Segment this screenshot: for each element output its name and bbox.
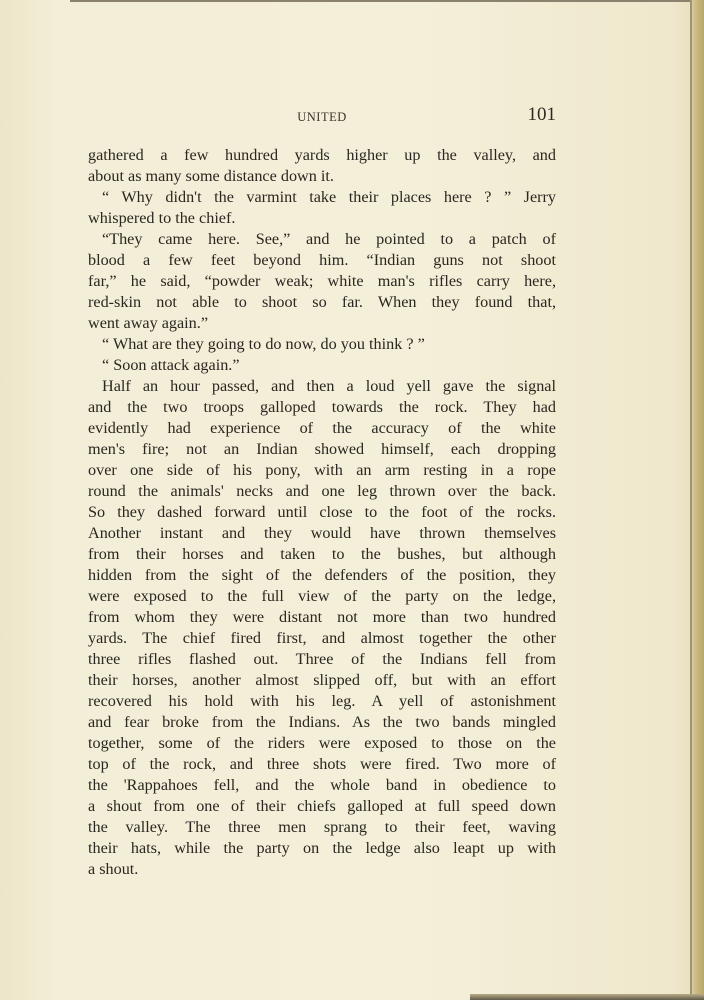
- text-line: together, some of the riders were exposed to those on the: [88, 734, 556, 752]
- text-line: Half an hour passed, and then a loud yell gave the signal: [102, 377, 556, 395]
- text-line: their hats, while the party on the ledge also leapt up with: [88, 839, 556, 857]
- text-line: “They came here. See,” and he pointed to a patch of: [102, 230, 556, 248]
- text-line: red-skin not able to shoot so far. When they found that,: [88, 293, 556, 311]
- book-page-edge: [692, 0, 704, 1000]
- running-title: UNITED: [297, 110, 347, 124]
- text-line: about as many some distance down it.: [88, 167, 334, 185]
- text-line: the valley. The three men sprang to their feet, waving: [88, 818, 556, 836]
- text-line: their horses, another almost slipped off, but with an effort: [88, 671, 556, 689]
- text-line: So they dashed forward until close to the foot of the rocks.: [88, 503, 556, 521]
- text-line: from whom they were distant not more than two hundred: [88, 608, 556, 626]
- text-line: were exposed to the full view of the party on the ledge,: [88, 587, 556, 605]
- text-line: far,” he said, “powder weak; white man's rifles carry here,: [88, 272, 556, 290]
- text-line: evidently had experience of the accuracy of the white: [88, 419, 556, 437]
- text-line: from their horses and taken to the bushes, but although: [88, 545, 556, 563]
- text-line: men's fire; not an Indian showed himself, each dropping: [88, 440, 556, 458]
- text-line: over one side of his pony, with an arm resting in a rope: [88, 461, 556, 479]
- body-text: [88, 145, 556, 880]
- text-line: and the two troops galloped towards the rock. They had: [88, 398, 556, 416]
- text-line: gathered a few hundred yards higher up the valley, and: [88, 146, 556, 164]
- text-line: three rifles flashed out. Three of the Indians fell from: [88, 650, 556, 668]
- bottom-page-edge: [470, 994, 704, 1000]
- text-line: hidden from the sight of the defenders of the position, they: [88, 566, 556, 584]
- text-line: recovered his hold with his leg. A yell of astonishment: [88, 692, 556, 710]
- running-head: [88, 104, 556, 128]
- text-line: top of the rock, and three shots were fired. Two more of: [88, 755, 556, 773]
- text-line: “ What are they going to do now, do you think ? ”: [102, 335, 425, 353]
- text-line: a shout.: [88, 860, 139, 878]
- text-line: the 'Rappahoes fell, and the whole band in obedience to: [88, 776, 556, 794]
- text-line: yards. The chief fired first, and almost together the other: [88, 629, 556, 647]
- top-edge-rule: [70, 0, 692, 2]
- text-line: “ Why didn't the varmint take their places here ? ” Jerry: [102, 188, 556, 206]
- text-line: whispered to the chief.: [88, 209, 236, 227]
- text-line: “ Soon attack again.”: [102, 356, 240, 374]
- page-number: 101: [527, 104, 556, 125]
- text-line: blood a few feet beyond him. “Indian guns not shoot: [88, 251, 556, 269]
- text-line: round the animals' necks and one leg thrown over the back.: [88, 482, 556, 500]
- text-line: and fear broke from the Indians. As the two bands mingled: [88, 713, 556, 731]
- text-line: went away again.”: [88, 314, 208, 332]
- text-line: a shout from one of their chiefs galloped at full speed down: [88, 797, 556, 815]
- text-line: Another instant and they would have thrown themselves: [88, 524, 556, 542]
